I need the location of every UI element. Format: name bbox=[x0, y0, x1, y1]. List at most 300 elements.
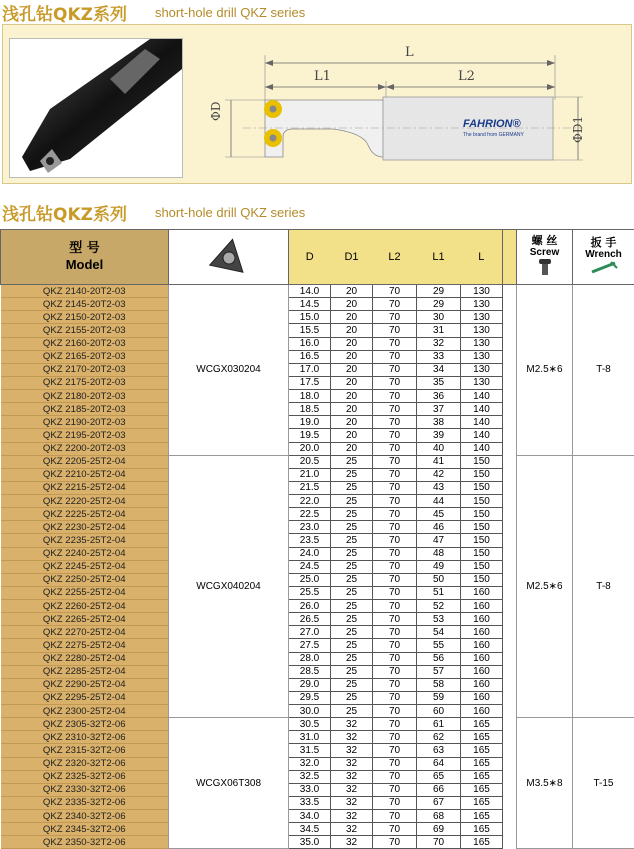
dim-label-L: L bbox=[405, 45, 414, 60]
L1-cell: 38 bbox=[417, 416, 461, 429]
L-cell: 165 bbox=[461, 744, 503, 757]
D1-cell: 32 bbox=[331, 836, 373, 849]
model-cell: QKZ 2215-25T2-04 bbox=[1, 481, 169, 494]
L2-cell: 70 bbox=[373, 705, 417, 718]
model-cell: QKZ 2180-20T2-03 bbox=[1, 390, 169, 403]
model-cell: QKZ 2235-25T2-04 bbox=[1, 534, 169, 547]
L1-cell: 65 bbox=[417, 770, 461, 783]
L-cell: 150 bbox=[461, 468, 503, 481]
model-cell: QKZ 2300-25T2-04 bbox=[1, 705, 169, 718]
model-cell: QKZ 2330-32T2-06 bbox=[1, 783, 169, 796]
D-cell: 32.5 bbox=[289, 770, 331, 783]
L-cell: 130 bbox=[461, 298, 503, 311]
L-cell: 150 bbox=[461, 573, 503, 586]
L2-cell: 70 bbox=[373, 770, 417, 783]
L1-cell: 33 bbox=[417, 350, 461, 363]
L1-cell: 43 bbox=[417, 481, 461, 494]
D1-cell: 25 bbox=[331, 508, 373, 521]
D-cell: 24.5 bbox=[289, 560, 331, 573]
L1-cell: 66 bbox=[417, 783, 461, 796]
L-cell: 140 bbox=[461, 416, 503, 429]
L1-cell: 47 bbox=[417, 534, 461, 547]
L-cell: 150 bbox=[461, 481, 503, 494]
L-cell: 130 bbox=[461, 363, 503, 376]
table-header-row bbox=[1, 230, 634, 285]
L2-cell: 70 bbox=[373, 731, 417, 744]
D1-cell: 25 bbox=[331, 626, 373, 639]
model-cell: QKZ 2245-25T2-04 bbox=[1, 560, 169, 573]
D-cell: 23.5 bbox=[289, 534, 331, 547]
L1-cell: 53 bbox=[417, 613, 461, 626]
gap-cell bbox=[503, 285, 517, 456]
model-cell: QKZ 2275-25T2-04 bbox=[1, 639, 169, 652]
header-screw-cn: 螺 丝 bbox=[517, 235, 572, 247]
D1-cell: 25 bbox=[331, 521, 373, 534]
D1-cell: 25 bbox=[331, 705, 373, 718]
insert-icon bbox=[209, 236, 249, 276]
D1-cell: 20 bbox=[331, 416, 373, 429]
L2-cell: 70 bbox=[373, 678, 417, 691]
D1-cell: 20 bbox=[331, 429, 373, 442]
L1-cell: 29 bbox=[417, 285, 461, 298]
L1-cell: 55 bbox=[417, 639, 461, 652]
L1-cell: 46 bbox=[417, 521, 461, 534]
L-cell: 130 bbox=[461, 311, 503, 324]
L-cell: 160 bbox=[461, 652, 503, 665]
D-cell: 16.5 bbox=[289, 350, 331, 363]
D1-cell: 25 bbox=[331, 691, 373, 704]
D-cell: 18.5 bbox=[289, 403, 331, 416]
D1-cell: 20 bbox=[331, 390, 373, 403]
D-cell: 14.5 bbox=[289, 298, 331, 311]
L1-cell: 68 bbox=[417, 810, 461, 823]
L-cell: 150 bbox=[461, 547, 503, 560]
D1-cell: 20 bbox=[331, 350, 373, 363]
L1-cell: 44 bbox=[417, 495, 461, 508]
L2-cell: 70 bbox=[373, 442, 417, 455]
L2-cell: 70 bbox=[373, 455, 417, 468]
model-cell: QKZ 2150-20T2-03 bbox=[1, 311, 169, 324]
D1-cell: 25 bbox=[331, 547, 373, 560]
L1-cell: 70 bbox=[417, 836, 461, 849]
title-english-2: short-hole drill QKZ series bbox=[155, 205, 305, 220]
L1-cell: 61 bbox=[417, 718, 461, 731]
D1-cell: 20 bbox=[331, 337, 373, 350]
model-cell: QKZ 2320-32T2-06 bbox=[1, 757, 169, 770]
D1-cell: 25 bbox=[331, 481, 373, 494]
L1-cell: 32 bbox=[417, 337, 461, 350]
D-cell: 33.5 bbox=[289, 796, 331, 809]
screw-icon bbox=[537, 258, 553, 276]
D1-cell: 25 bbox=[331, 613, 373, 626]
L1-cell: 49 bbox=[417, 560, 461, 573]
D1-cell: 32 bbox=[331, 810, 373, 823]
L2-cell: 70 bbox=[373, 626, 417, 639]
model-cell: QKZ 2205-25T2-04 bbox=[1, 455, 169, 468]
L2-cell: 70 bbox=[373, 573, 417, 586]
L-cell: 165 bbox=[461, 731, 503, 744]
D1-cell: 32 bbox=[331, 823, 373, 836]
L-cell: 160 bbox=[461, 613, 503, 626]
L-cell: 165 bbox=[461, 823, 503, 836]
D-cell: 17.5 bbox=[289, 376, 331, 389]
L1-cell: 34 bbox=[417, 363, 461, 376]
model-cell: QKZ 2290-25T2-04 bbox=[1, 678, 169, 691]
model-cell: QKZ 2285-25T2-04 bbox=[1, 665, 169, 678]
D1-cell: 25 bbox=[331, 586, 373, 599]
L2-cell: 70 bbox=[373, 560, 417, 573]
D-cell: 25.5 bbox=[289, 586, 331, 599]
L1-cell: 42 bbox=[417, 468, 461, 481]
L-cell: 130 bbox=[461, 285, 503, 298]
D-cell: 32.0 bbox=[289, 757, 331, 770]
model-cell: QKZ 2155-20T2-03 bbox=[1, 324, 169, 337]
D1-cell: 20 bbox=[331, 298, 373, 311]
L2-cell: 70 bbox=[373, 534, 417, 547]
header-L: L bbox=[461, 230, 503, 285]
model-cell: QKZ 2230-25T2-04 bbox=[1, 521, 169, 534]
section-title bbox=[0, 0, 305, 24]
D-cell: 19.5 bbox=[289, 429, 331, 442]
L-cell: 160 bbox=[461, 626, 503, 639]
model-cell: QKZ 2280-25T2-04 bbox=[1, 652, 169, 665]
L2-cell: 70 bbox=[373, 521, 417, 534]
header-screw-en: Screw bbox=[517, 247, 572, 258]
gap-cell bbox=[503, 455, 517, 718]
L1-cell: 50 bbox=[417, 573, 461, 586]
L-cell: 165 bbox=[461, 796, 503, 809]
L2-cell: 70 bbox=[373, 600, 417, 613]
L2-cell: 70 bbox=[373, 324, 417, 337]
L1-cell: 58 bbox=[417, 678, 461, 691]
L-cell: 140 bbox=[461, 429, 503, 442]
dim-label-L2: L2 bbox=[458, 69, 475, 84]
model-cell: QKZ 2295-25T2-04 bbox=[1, 691, 169, 704]
model-cell: QKZ 2265-25T2-04 bbox=[1, 613, 169, 626]
D-cell: 34.5 bbox=[289, 823, 331, 836]
L-cell: 150 bbox=[461, 495, 503, 508]
L1-cell: 31 bbox=[417, 324, 461, 337]
header-wrench bbox=[573, 230, 634, 285]
model-cell: QKZ 2210-25T2-04 bbox=[1, 468, 169, 481]
L1-cell: 56 bbox=[417, 652, 461, 665]
model-cell: QKZ 2345-32T2-06 bbox=[1, 823, 169, 836]
model-cell: QKZ 2145-20T2-03 bbox=[1, 298, 169, 311]
L-cell: 130 bbox=[461, 376, 503, 389]
D1-cell: 32 bbox=[331, 731, 373, 744]
D-cell: 27.5 bbox=[289, 639, 331, 652]
D-cell: 14.0 bbox=[289, 285, 331, 298]
L2-cell: 70 bbox=[373, 363, 417, 376]
L2-cell: 70 bbox=[373, 390, 417, 403]
header-gap bbox=[503, 230, 517, 285]
L1-cell: 52 bbox=[417, 600, 461, 613]
model-cell: QKZ 2225-25T2-04 bbox=[1, 508, 169, 521]
section-title-2 bbox=[0, 200, 305, 224]
L-cell: 150 bbox=[461, 534, 503, 547]
header-D: D bbox=[289, 230, 331, 285]
model-cell: QKZ 2350-32T2-06 bbox=[1, 836, 169, 849]
L1-cell: 59 bbox=[417, 691, 461, 704]
header-screw bbox=[517, 230, 573, 285]
screw-cell: M3.5∗8 bbox=[517, 718, 573, 849]
header-model bbox=[1, 230, 169, 285]
D1-cell: 25 bbox=[331, 534, 373, 547]
model-cell: QKZ 2340-32T2-06 bbox=[1, 810, 169, 823]
D-cell: 29.5 bbox=[289, 691, 331, 704]
L2-cell: 70 bbox=[373, 337, 417, 350]
model-cell: QKZ 2250-25T2-04 bbox=[1, 573, 169, 586]
D-cell: 28.0 bbox=[289, 652, 331, 665]
dim-label-D: ΦD bbox=[209, 102, 223, 121]
D-cell: 28.5 bbox=[289, 665, 331, 678]
table-row bbox=[1, 455, 634, 468]
screw-cell: M2.5∗6 bbox=[517, 285, 573, 456]
D-cell: 17.0 bbox=[289, 363, 331, 376]
D1-cell: 32 bbox=[331, 770, 373, 783]
model-cell: QKZ 2305-32T2-06 bbox=[1, 718, 169, 731]
L2-cell: 70 bbox=[373, 757, 417, 770]
title-chinese-2: 浅孔钻QKZ系列 bbox=[2, 200, 127, 225]
L-cell: 130 bbox=[461, 337, 503, 350]
model-cell: QKZ 2315-32T2-06 bbox=[1, 744, 169, 757]
spec-table bbox=[0, 229, 634, 849]
L1-cell: 63 bbox=[417, 744, 461, 757]
D-cell: 34.0 bbox=[289, 810, 331, 823]
L-cell: 160 bbox=[461, 665, 503, 678]
L2-cell: 70 bbox=[373, 810, 417, 823]
D-cell: 29.0 bbox=[289, 678, 331, 691]
D-cell: 20.5 bbox=[289, 455, 331, 468]
L2-cell: 70 bbox=[373, 823, 417, 836]
L2-cell: 70 bbox=[373, 783, 417, 796]
D-cell: 26.5 bbox=[289, 613, 331, 626]
L-cell: 165 bbox=[461, 718, 503, 731]
L1-cell: 40 bbox=[417, 442, 461, 455]
D1-cell: 25 bbox=[331, 678, 373, 691]
L1-cell: 64 bbox=[417, 757, 461, 770]
D1-cell: 20 bbox=[331, 285, 373, 298]
D1-cell: 32 bbox=[331, 744, 373, 757]
insert-cell: WCGX030204 bbox=[169, 285, 289, 456]
L2-cell: 70 bbox=[373, 495, 417, 508]
wrench-icon bbox=[589, 260, 619, 274]
L1-cell: 48 bbox=[417, 547, 461, 560]
D1-cell: 25 bbox=[331, 468, 373, 481]
wrench-cell: T-15 bbox=[573, 718, 634, 849]
L2-cell: 70 bbox=[373, 796, 417, 809]
model-cell: QKZ 2270-25T2-04 bbox=[1, 626, 169, 639]
D-cell: 33.0 bbox=[289, 783, 331, 796]
L2-cell: 70 bbox=[373, 718, 417, 731]
L-cell: 150 bbox=[461, 455, 503, 468]
D1-cell: 20 bbox=[331, 403, 373, 416]
D1-cell: 25 bbox=[331, 639, 373, 652]
L-cell: 150 bbox=[461, 508, 503, 521]
D1-cell: 20 bbox=[331, 324, 373, 337]
D-cell: 27.0 bbox=[289, 626, 331, 639]
L-cell: 130 bbox=[461, 350, 503, 363]
L1-cell: 45 bbox=[417, 508, 461, 521]
D-cell: 31.5 bbox=[289, 744, 331, 757]
L1-cell: 41 bbox=[417, 455, 461, 468]
L1-cell: 62 bbox=[417, 731, 461, 744]
D1-cell: 20 bbox=[331, 311, 373, 324]
D-cell: 22.5 bbox=[289, 508, 331, 521]
L-cell: 140 bbox=[461, 390, 503, 403]
L1-cell: 37 bbox=[417, 403, 461, 416]
L-cell: 160 bbox=[461, 678, 503, 691]
D-cell: 16.0 bbox=[289, 337, 331, 350]
header-insert bbox=[169, 230, 289, 285]
L-cell: 165 bbox=[461, 770, 503, 783]
L-cell: 165 bbox=[461, 757, 503, 770]
model-cell: QKZ 2325-32T2-06 bbox=[1, 770, 169, 783]
L2-cell: 70 bbox=[373, 350, 417, 363]
L2-cell: 70 bbox=[373, 639, 417, 652]
table-row bbox=[1, 718, 634, 731]
model-cell: QKZ 2140-20T2-03 bbox=[1, 285, 169, 298]
L-cell: 140 bbox=[461, 442, 503, 455]
D-cell: 26.0 bbox=[289, 600, 331, 613]
D-cell: 24.0 bbox=[289, 547, 331, 560]
L2-cell: 70 bbox=[373, 429, 417, 442]
D1-cell: 32 bbox=[331, 783, 373, 796]
D-cell: 22.0 bbox=[289, 495, 331, 508]
model-cell: QKZ 2185-20T2-03 bbox=[1, 403, 169, 416]
wrench-cell: T-8 bbox=[573, 285, 634, 456]
L2-cell: 70 bbox=[373, 613, 417, 626]
D-cell: 19.0 bbox=[289, 416, 331, 429]
D-cell: 25.0 bbox=[289, 573, 331, 586]
gap-cell bbox=[503, 718, 517, 849]
L-cell: 160 bbox=[461, 639, 503, 652]
table-row bbox=[1, 285, 634, 298]
L1-cell: 69 bbox=[417, 823, 461, 836]
drill-diagram-panel bbox=[2, 24, 632, 184]
L2-cell: 70 bbox=[373, 481, 417, 494]
L2-cell: 70 bbox=[373, 298, 417, 311]
model-cell: QKZ 2240-25T2-04 bbox=[1, 547, 169, 560]
insert-cell: WCGX040204 bbox=[169, 455, 289, 718]
L2-cell: 70 bbox=[373, 691, 417, 704]
D1-cell: 25 bbox=[331, 560, 373, 573]
L2-cell: 70 bbox=[373, 376, 417, 389]
L2-cell: 70 bbox=[373, 403, 417, 416]
D1-cell: 32 bbox=[331, 718, 373, 731]
L1-cell: 57 bbox=[417, 665, 461, 678]
L-cell: 140 bbox=[461, 403, 503, 416]
L2-cell: 70 bbox=[373, 285, 417, 298]
L2-cell: 70 bbox=[373, 508, 417, 521]
D1-cell: 25 bbox=[331, 600, 373, 613]
D1-cell: 20 bbox=[331, 442, 373, 455]
model-cell: QKZ 2160-20T2-03 bbox=[1, 337, 169, 350]
model-cell: QKZ 2165-20T2-03 bbox=[1, 350, 169, 363]
header-model-cn: 型 号 bbox=[1, 241, 168, 257]
L2-cell: 70 bbox=[373, 416, 417, 429]
L2-cell: 70 bbox=[373, 744, 417, 757]
brand-logo: FAHRION® bbox=[463, 118, 521, 130]
model-cell: QKZ 2190-20T2-03 bbox=[1, 416, 169, 429]
title-chinese: 浅孔钻QKZ系列 bbox=[2, 0, 127, 25]
L-cell: 160 bbox=[461, 705, 503, 718]
L1-cell: 39 bbox=[417, 429, 461, 442]
L-cell: 130 bbox=[461, 324, 503, 337]
D1-cell: 25 bbox=[331, 665, 373, 678]
L1-cell: 30 bbox=[417, 311, 461, 324]
L1-cell: 36 bbox=[417, 390, 461, 403]
L1-cell: 35 bbox=[417, 376, 461, 389]
title-english: short-hole drill QKZ series bbox=[155, 5, 305, 20]
L1-cell: 54 bbox=[417, 626, 461, 639]
model-cell: QKZ 2255-25T2-04 bbox=[1, 586, 169, 599]
brand-tagline: The brand from GERMANY bbox=[463, 132, 524, 138]
wrench-cell: T-8 bbox=[573, 455, 634, 718]
D-cell: 35.0 bbox=[289, 836, 331, 849]
L2-cell: 70 bbox=[373, 836, 417, 849]
D1-cell: 32 bbox=[331, 796, 373, 809]
model-cell: QKZ 2220-25T2-04 bbox=[1, 495, 169, 508]
D1-cell: 32 bbox=[331, 757, 373, 770]
insert-cell: WCGX06T308 bbox=[169, 718, 289, 849]
D-cell: 18.0 bbox=[289, 390, 331, 403]
drill-photo bbox=[9, 38, 183, 178]
drill-photo-graphic bbox=[10, 39, 182, 177]
L-cell: 165 bbox=[461, 783, 503, 796]
D-cell: 31.0 bbox=[289, 731, 331, 744]
D1-cell: 25 bbox=[331, 495, 373, 508]
L1-cell: 51 bbox=[417, 586, 461, 599]
L-cell: 150 bbox=[461, 521, 503, 534]
D-cell: 30.5 bbox=[289, 718, 331, 731]
model-cell: QKZ 2195-20T2-03 bbox=[1, 429, 169, 442]
D-cell: 21.0 bbox=[289, 468, 331, 481]
header-L2: L2 bbox=[373, 230, 417, 285]
L2-cell: 70 bbox=[373, 652, 417, 665]
model-cell: QKZ 2260-25T2-04 bbox=[1, 600, 169, 613]
L1-cell: 60 bbox=[417, 705, 461, 718]
dim-label-D1: ΦD1 bbox=[571, 116, 585, 143]
L-cell: 160 bbox=[461, 691, 503, 704]
L2-cell: 70 bbox=[373, 311, 417, 324]
D1-cell: 25 bbox=[331, 455, 373, 468]
L2-cell: 70 bbox=[373, 586, 417, 599]
model-cell: QKZ 2335-32T2-06 bbox=[1, 796, 169, 809]
L-cell: 160 bbox=[461, 600, 503, 613]
L2-cell: 70 bbox=[373, 665, 417, 678]
L1-cell: 67 bbox=[417, 796, 461, 809]
L2-cell: 70 bbox=[373, 468, 417, 481]
L-cell: 160 bbox=[461, 586, 503, 599]
header-L1: L1 bbox=[417, 230, 461, 285]
D1-cell: 20 bbox=[331, 363, 373, 376]
L-cell: 165 bbox=[461, 836, 503, 849]
D-cell: 23.0 bbox=[289, 521, 331, 534]
D-cell: 21.5 bbox=[289, 481, 331, 494]
D1-cell: 20 bbox=[331, 376, 373, 389]
L1-cell: 29 bbox=[417, 298, 461, 311]
screw-cell: M2.5∗6 bbox=[517, 455, 573, 718]
D-cell: 20.0 bbox=[289, 442, 331, 455]
D-cell: 15.0 bbox=[289, 311, 331, 324]
L-cell: 165 bbox=[461, 810, 503, 823]
model-cell: QKZ 2310-32T2-06 bbox=[1, 731, 169, 744]
header-wrench-en: Wrench bbox=[573, 249, 634, 260]
D1-cell: 25 bbox=[331, 573, 373, 586]
model-cell: QKZ 2170-20T2-03 bbox=[1, 363, 169, 376]
model-cell: QKZ 2175-20T2-03 bbox=[1, 376, 169, 389]
